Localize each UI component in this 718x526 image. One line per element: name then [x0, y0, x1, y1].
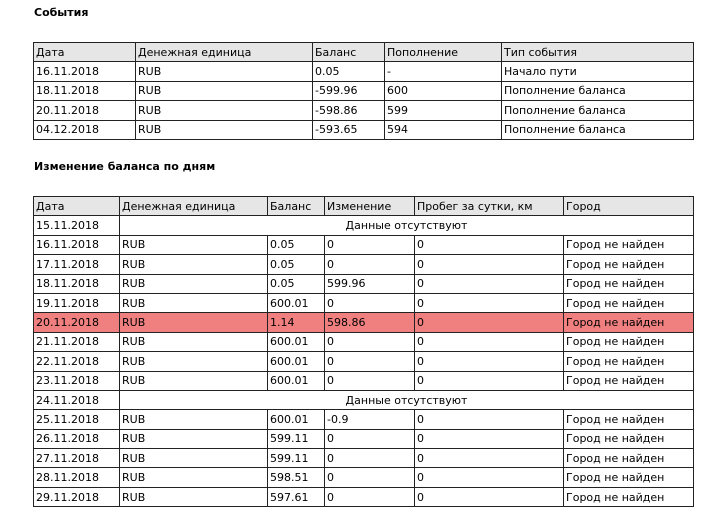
events-header-balance: Баланс	[313, 43, 385, 62]
daily-cell-city: Город не найден	[564, 371, 694, 390]
daily-balance-table	[33, 196, 694, 507]
events-cell-balance: -599.96	[313, 81, 385, 100]
events-cell-topup: 594	[385, 120, 502, 139]
events-row	[34, 120, 694, 139]
daily-cell-change: 0	[325, 487, 415, 506]
events-header-topup: Пополнение	[385, 43, 502, 62]
events-header-row	[34, 43, 694, 62]
daily-cell-city: Город не найден	[564, 235, 694, 254]
daily-cell-change: 0	[325, 468, 415, 487]
daily-cell-change: 0	[325, 332, 415, 351]
daily-cell-balance: 598.51	[268, 468, 325, 487]
daily-row	[34, 352, 694, 371]
daily-cell-mileage: 0	[415, 274, 564, 293]
daily-cell-date: 18.11.2018	[34, 274, 120, 293]
daily-cell-city: Город не найден	[564, 313, 694, 332]
daily-cell-currency: RUB	[120, 352, 268, 371]
events-cell-balance: -598.86	[313, 101, 385, 120]
daily-row	[34, 274, 694, 293]
daily-cell-currency: RUB	[120, 487, 268, 506]
daily-cell-city: Город не найден	[564, 332, 694, 351]
daily-row	[34, 449, 694, 468]
events-cell-date: 04.12.2018	[34, 120, 136, 139]
daily-cell-city: Город не найден	[564, 293, 694, 312]
daily-cell-currency: RUB	[120, 255, 268, 274]
events-header-date: Дата	[34, 43, 136, 62]
daily-cell-balance: 0.05	[268, 255, 325, 274]
daily-header-row	[34, 197, 694, 216]
daily-cell-balance: 600.01	[268, 352, 325, 371]
daily-cell-change: 0	[325, 352, 415, 371]
daily-cell-no-data: Данные отсутствуют	[120, 390, 694, 409]
events-table-body	[34, 62, 694, 140]
daily-row	[34, 410, 694, 429]
daily-row	[34, 332, 694, 351]
daily-cell-change: 0	[325, 255, 415, 274]
daily-row	[34, 487, 694, 506]
daily-cell-currency: RUB	[120, 410, 268, 429]
daily-row	[34, 371, 694, 390]
daily-cell-city: Город не найден	[564, 429, 694, 448]
daily-row	[34, 235, 694, 254]
daily-cell-change: -0.9	[325, 410, 415, 429]
events-cell-topup: 600	[385, 81, 502, 100]
daily-cell-city: Город не найден	[564, 352, 694, 371]
daily-cell-currency: RUB	[120, 371, 268, 390]
daily-cell-change: 0	[325, 235, 415, 254]
daily-cell-city: Город не найден	[564, 468, 694, 487]
events-title: События	[34, 6, 89, 19]
daily-cell-date: 23.11.2018	[34, 371, 120, 390]
daily-cell-date: 26.11.2018	[34, 429, 120, 448]
daily-cell-balance: 599.11	[268, 449, 325, 468]
daily-row	[34, 216, 694, 235]
daily-row	[34, 429, 694, 448]
daily-cell-currency: RUB	[120, 293, 268, 312]
daily-header-balance: Баланс	[268, 197, 325, 216]
daily-cell-city: Город не найден	[564, 274, 694, 293]
daily-cell-balance: 600.01	[268, 371, 325, 390]
events-cell-currency: RUB	[136, 81, 313, 100]
daily-cell-mileage: 0	[415, 487, 564, 506]
events-row	[34, 62, 694, 81]
daily-cell-balance: 600.01	[268, 332, 325, 351]
daily-cell-change: 0	[325, 293, 415, 312]
daily-cell-date: 20.11.2018	[34, 313, 120, 332]
daily-table-body	[34, 216, 694, 507]
daily-cell-date: 27.11.2018	[34, 449, 120, 468]
daily-cell-change: 0	[325, 371, 415, 390]
daily-cell-no-data: Данные отсутствуют	[120, 216, 694, 235]
events-cell-topup: 599	[385, 101, 502, 120]
events-cell-event-type: Пополнение баланса	[502, 101, 694, 120]
daily-cell-currency: RUB	[120, 429, 268, 448]
daily-row	[34, 313, 694, 332]
daily-cell-change: 599.96	[325, 274, 415, 293]
daily-cell-currency: RUB	[120, 332, 268, 351]
daily-cell-date: 24.11.2018	[34, 390, 120, 409]
events-cell-currency: RUB	[136, 101, 313, 120]
events-header-currency: Денежная единица	[136, 43, 313, 62]
daily-cell-city: Город не найден	[564, 410, 694, 429]
daily-cell-date: 29.11.2018	[34, 487, 120, 506]
daily-cell-date: 16.11.2018	[34, 235, 120, 254]
daily-cell-date: 22.11.2018	[34, 352, 120, 371]
daily-cell-balance: 0.05	[268, 235, 325, 254]
daily-cell-date: 25.11.2018	[34, 410, 120, 429]
daily-cell-balance: 600.01	[268, 293, 325, 312]
daily-cell-mileage: 0	[415, 255, 564, 274]
daily-row	[34, 390, 694, 409]
events-row	[34, 81, 694, 100]
daily-cell-date: 15.11.2018	[34, 216, 120, 235]
daily-row	[34, 293, 694, 312]
events-cell-currency: RUB	[136, 120, 313, 139]
events-cell-balance: 0.05	[313, 62, 385, 81]
daily-cell-mileage: 0	[415, 371, 564, 390]
events-row	[34, 101, 694, 120]
daily-header-currency: Денежная единица	[120, 197, 268, 216]
daily-cell-date: 17.11.2018	[34, 255, 120, 274]
events-cell-currency: RUB	[136, 62, 313, 81]
daily-cell-mileage: 0	[415, 313, 564, 332]
daily-cell-change: 0	[325, 449, 415, 468]
daily-cell-currency: RUB	[120, 274, 268, 293]
daily-cell-mileage: 0	[415, 410, 564, 429]
daily-row	[34, 468, 694, 487]
daily-cell-city: Город не найден	[564, 449, 694, 468]
daily-header-date: Дата	[34, 197, 120, 216]
events-cell-date: 16.11.2018	[34, 62, 136, 81]
daily-row	[34, 255, 694, 274]
daily-cell-balance: 1.14	[268, 313, 325, 332]
events-cell-event-type: Пополнение баланса	[502, 120, 694, 139]
events-cell-event-type: Начало пути	[502, 62, 694, 81]
daily-cell-date: 19.11.2018	[34, 293, 120, 312]
daily-header-change: Изменение	[325, 197, 415, 216]
daily-cell-balance: 599.11	[268, 429, 325, 448]
daily-cell-currency: RUB	[120, 313, 268, 332]
daily-cell-balance: 597.61	[268, 487, 325, 506]
daily-cell-balance: 0.05	[268, 274, 325, 293]
daily-cell-mileage: 0	[415, 332, 564, 351]
daily-cell-city: Город не найден	[564, 487, 694, 506]
events-table	[33, 42, 694, 140]
daily-header-city: Город	[564, 197, 694, 216]
daily-cell-currency: RUB	[120, 449, 268, 468]
events-cell-date: 20.11.2018	[34, 101, 136, 120]
daily-header-mileage: Пробег за сутки, км	[415, 197, 564, 216]
daily-cell-currency: RUB	[120, 468, 268, 487]
daily-cell-change: 598.86	[325, 313, 415, 332]
daily-cell-mileage: 0	[415, 449, 564, 468]
daily-cell-date: 21.11.2018	[34, 332, 120, 351]
events-cell-event-type: Пополнение баланса	[502, 81, 694, 100]
events-cell-topup: -	[385, 62, 502, 81]
events-header-event-type: Тип события	[502, 43, 694, 62]
daily-cell-city: Город не найден	[564, 255, 694, 274]
daily-cell-mileage: 0	[415, 468, 564, 487]
events-cell-date: 18.11.2018	[34, 81, 136, 100]
daily-cell-currency: RUB	[120, 235, 268, 254]
daily-cell-change: 0	[325, 429, 415, 448]
daily-cell-mileage: 0	[415, 429, 564, 448]
events-cell-balance: -593.65	[313, 120, 385, 139]
daily-cell-mileage: 0	[415, 352, 564, 371]
daily-cell-balance: 600.01	[268, 410, 325, 429]
daily-cell-date: 28.11.2018	[34, 468, 120, 487]
daily-cell-mileage: 0	[415, 235, 564, 254]
daily-cell-mileage: 0	[415, 293, 564, 312]
daily-title: Изменение баланса по дням	[34, 160, 216, 173]
